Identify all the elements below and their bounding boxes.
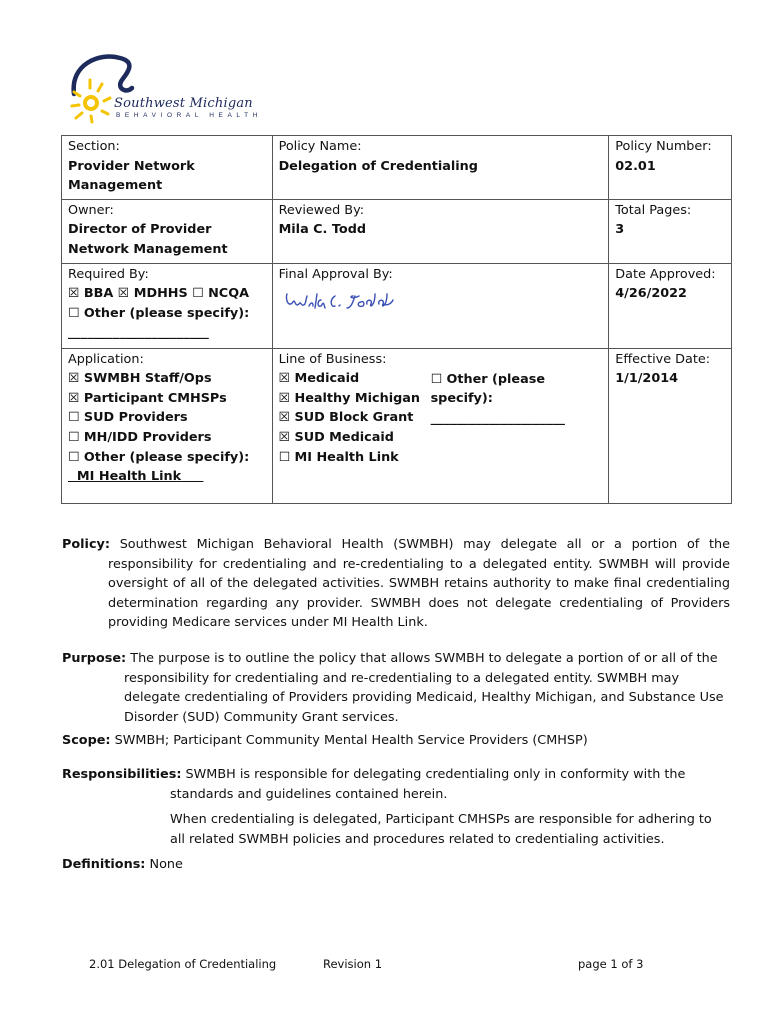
application-cell (62, 348, 273, 503)
scope-label: Scope: (62, 733, 111, 748)
scope-paragraph (62, 731, 730, 751)
total-pages-cell (609, 199, 732, 263)
effective-date-value: 1/1/2014 (615, 371, 679, 387)
final-approval-label: Final Approval By: (278, 266, 393, 282)
lob-other (431, 370, 606, 429)
policy-text: Southwest Michigan Behavioral Health (SWMBH) may delegate all or a portion of the responsibility for credentialing and re-credentialing to a delegated entity. SWMBH will provide oversight of all of the delegated activities. SWMBH retains authority to make final credentialing determination regarding any provider. SWMBH does not delegate credentialing of Providers providing Medicare services under MI Health Link. (108, 537, 730, 630)
application-item: ☒ SWMBH Staff/Ops (68, 371, 212, 387)
reviewed-by-value: Mila C. Todd (278, 222, 367, 238)
application-item: ☐ SUD Providers (68, 410, 188, 426)
responsibilities-label: Responsibilities: (62, 767, 182, 782)
application-item: ☐ Other (please specify): (68, 449, 250, 465)
required-by-checkboxes: ☒ BBA ☒ MDHHS ☐ NCQA (68, 286, 249, 302)
date-approved-label: Date Approved: (615, 266, 716, 282)
scope-text: SWMBH; Participant Community Mental Health Service Providers (CMHSP) (114, 733, 588, 748)
footer-document-name: 2.01 Delegation of Credentialing (89, 957, 277, 971)
owner-cell (62, 199, 273, 263)
lob-label: Line of Business: (278, 351, 387, 367)
policy-number-label: Policy Number: (615, 139, 712, 154)
lob-item: ☒ SUD Medicaid (278, 429, 394, 445)
effective-date-label: Effective Date: (615, 351, 711, 367)
reviewed-by-cell (272, 199, 609, 263)
policy-number-value: 02.01 (615, 158, 656, 174)
reviewed-by-label: Reviewed By: (278, 202, 365, 218)
definitions-text: None (149, 857, 183, 872)
lob-other-label: ☐ Other (please specify): (430, 371, 546, 407)
section-cell (62, 136, 273, 200)
purpose-text: The purpose is to outline the policy that allows SWMBH to delegate a portion of or all of the responsibility for credentialing and re-credentialing to a delegated entity. SWMBH may delegate credentialing of Providers providing Medicaid, Healthy Michigan, and Substance Use Disorder (SUD) Community Grant services. (124, 651, 724, 725)
required-by-cell (62, 263, 273, 348)
lob-item: ☒ Healthy Michigan (278, 390, 421, 406)
policy-name-cell (272, 136, 609, 200)
logo-subname: BEHAVIORAL HEALTH (116, 112, 262, 119)
date-approved-value: 4/26/2022 (615, 286, 687, 302)
section-label: Section: (68, 139, 120, 154)
responsibilities-paragraph (62, 765, 730, 849)
definitions-label: Definitions: (62, 857, 146, 872)
footer-revision: Revision 1 (323, 957, 383, 971)
line-of-business-cell (272, 348, 609, 503)
policy-label: Policy: (62, 537, 110, 552)
responsibilities-text-1: SWMBH is responsible for delegating credentialing only in conformity with the standards and guidelines contained herein. (170, 767, 686, 802)
policy-name-label: Policy Name: (278, 139, 362, 154)
lob-item: ☒ Medicaid (278, 371, 360, 387)
responsibilities-text-2: When credentialing is delegated, Participant CMHSPs are responsible for adhering to all related SWMBH policies and procedures related to credentialing activities. (170, 812, 712, 847)
owner-label: Owner: (68, 202, 114, 218)
signature-icon (283, 288, 433, 316)
footer-page-number: page 1 of 3 (578, 957, 644, 971)
date-approved-cell (609, 263, 732, 348)
lob-item: ☐ MI Health Link (278, 449, 399, 465)
purpose-label: Purpose: (62, 651, 127, 666)
final-approval-cell (272, 263, 609, 348)
application-item: ☒ Participant CMHSPs (68, 390, 227, 406)
lob-item: ☒ SUD Block Grant (278, 410, 414, 426)
purpose-paragraph (62, 649, 730, 727)
total-pages-label: Total Pages: (615, 202, 692, 218)
required-by-blank: ______________________ (68, 325, 209, 341)
application-other-value: MI Health Link (76, 469, 182, 485)
definitions-paragraph (62, 855, 730, 875)
policy-number-cell (609, 136, 732, 200)
owner-value: Director of Provider Network Management (68, 222, 228, 257)
application-item: ☐ MH/IDD Providers (68, 429, 212, 445)
policy-name-value: Delegation of Credentialing (278, 158, 478, 174)
section-value: Provider Network Management (68, 158, 195, 194)
lob-other-blank: _____________________ (430, 410, 565, 426)
application-label: Application: (68, 351, 144, 367)
required-by-label: Required By: (68, 266, 149, 282)
total-pages-value: 3 (615, 222, 625, 238)
logo-name: Southwest Michigan (114, 96, 253, 111)
effective-date-cell (609, 348, 732, 503)
policy-header-table (61, 135, 732, 504)
policy-paragraph (62, 535, 730, 633)
required-by-other: ☐ Other (please specify): (68, 305, 250, 321)
